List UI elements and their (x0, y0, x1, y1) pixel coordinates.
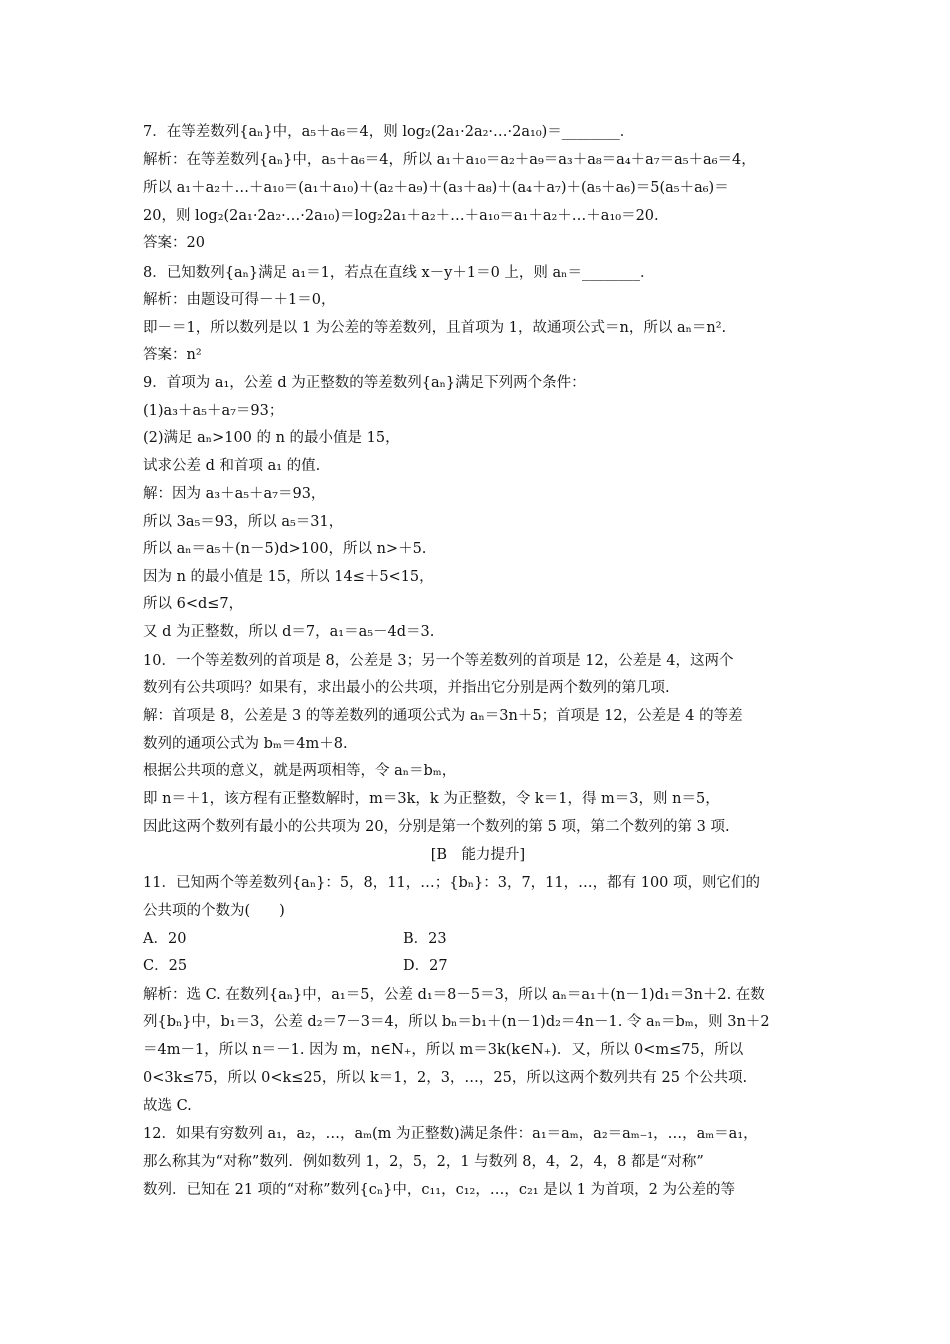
q9-condition-1: (1)a₃＋a₅＋a₇＝93； (143, 403, 284, 419)
q9-solution-line: 解：因为 a₃＋a₅＋a₇＝93， (143, 486, 326, 502)
q7-question: 7．在等差数列{aₙ}中，a₅＋a₆＝4，则 log₂(2a₁·2a₂·…·2a₁₀)＝________． (143, 124, 635, 140)
q10-solution-line: 数列的通项公式为 bₘ＝4m＋8. (143, 736, 348, 752)
option-c: C．25 (143, 958, 188, 974)
q11-question: 11．已知两个等差数列{aₙ}：5，8，11，…；{bₙ}：3，7，11，…，都有 100 项，则它们的 (143, 875, 761, 891)
q7-solution-line: 20，则 log₂(2a₁·2a₂·…·2a₁₀)＝log₂2a₁＋a₂＋…＋a₁₀＝a₁＋a₂＋…＋a₁₀＝20. (143, 208, 659, 224)
q11-solution-line: 0<3k≤75，所以 0<k≤25，所以 k＝1，2，3，…，25，所以这两个数列共有 25 个公共项. (143, 1070, 748, 1086)
q9-solution-line: 所以 aₙ＝a₅＋(n－5)d>100，所以 n>＋5. (143, 541, 427, 557)
q10-solution-line: 根据公共项的意义，就是两项相等，令 aₙ＝bₘ， (143, 763, 457, 779)
q10-solution-line: 即 n＝＋1，该方程有正整数解时，m＝3k，k 为正整数，令 k＝1，得 m＝3，则 n＝5， (143, 791, 720, 807)
q8-answer: 答案：n² (143, 347, 202, 363)
section-heading: [B 能力提升] (430, 847, 526, 863)
q7-solution-line: 所以 a₁＋a₂＋…＋a₁₀＝(a₁＋a₁₀)＋(a₂＋a₉)＋(a₃＋a₈)＋(a₄＋a₇)＋(a₅＋a₆)＝5(a₅＋a₆)＝ (143, 180, 729, 196)
q9-task: 试求公差 d 和首项 a₁ 的值. (143, 458, 321, 474)
option-d: D．27 (403, 958, 448, 974)
q7-answer: 答案：20 (143, 235, 205, 251)
q10-question: 10．一个等差数列的首项是 8，公差是 3；另一个等差数列的首项是 12，公差是 4，这两个 (143, 653, 734, 669)
q9-question: 9．首项为 a₁，公差 d 为正整数的等差数列{aₙ}满足下列两个条件： (143, 375, 586, 391)
q12-question: 12．如果有穷数列 a₁，a₂，…，aₘ(m 为正整数)满足条件：a₁＝aₘ，a₂＝aₘ₋₁，…，aₘ＝a₁， (143, 1126, 758, 1142)
q12-question: 那么称其为“对称”数列．例如数列 1，2，5，2，1 与数列 8，4，2，4，8 都是“对称” (143, 1154, 704, 1170)
option-a: A．20 (143, 931, 187, 947)
q7-solution-line: 解析：在等差数列{aₙ}中，a₅＋a₆＝4，所以 a₁＋a₁₀＝a₂＋a₉＝a₃＋a₈＝a₄＋a₇＝a₅＋a₆＝4， (143, 152, 756, 168)
q11-solution-line: 故选 C. (143, 1098, 192, 1114)
q11-solution-line: 解析：选 C. 在数列{aₙ}中，a₁＝5，公差 d₁＝8－5＝3，所以 aₙ＝a₁＋(n－1)d₁＝3n＋2. 在数 (143, 987, 765, 1003)
q10-question: 数列有公共项吗？如果有，求出最小的公共项，并指出它分别是两个数列的第几项. (143, 680, 670, 696)
option-b: B．23 (403, 931, 447, 947)
q10-solution-line: 因此这两个数列有最小的公共项为 20，分别是第一个数列的第 5 项，第二个数列的第 3 项. (143, 819, 730, 835)
q11-question: 公共项的个数为( ) (143, 903, 285, 919)
q9-solution-line: 又 d 为正整数，所以 d＝7，a₁＝a₅－4d＝3. (143, 624, 435, 640)
q9-solution-line: 因为 n 的最小值是 15，所以 14≤＋5<15， (143, 569, 434, 585)
q11-solution-line: 列{bₙ}中，b₁＝3，公差 d₂＝7－3＝4，所以 bₙ＝b₁＋(n－1)d₂＝4n－1. 令 aₙ＝bₘ，则 3n＋2 (143, 1014, 770, 1030)
q9-solution-line: 所以 3a₅＝93，所以 a₅＝31， (143, 514, 344, 530)
q8-question: 8．已知数列{aₙ}满足 a₁＝1，若点在直线 x－y＋1＝0 上，则 aₙ＝________． (143, 265, 655, 281)
q8-solution-line: 解析：由题设可得－＋1＝0， (143, 292, 336, 308)
q10-solution-line: 解：首项是 8，公差是 3 的等差数列的通项公式为 aₙ＝3n＋5；首项是 12，公差是 4 的等差 (143, 708, 743, 724)
q12-question: 数列．已知在 21 项的“对称”数列{cₙ}中，c₁₁，c₁₂，…，c₂₁ 是以 1 为首项，2 为公差的等 (143, 1182, 735, 1198)
q8-solution-line: 即－＝1，所以数列是以 1 为公差的等差数列，且首项为 1，故通项公式＝n，所以 aₙ＝n². (143, 320, 727, 336)
q9-condition-2: (2)满足 aₙ>100 的 n 的最小值是 15， (143, 430, 400, 446)
q9-solution-line: 所以 6<d≤7， (143, 596, 244, 612)
q11-solution-line: ＝4m－1，所以 n＝－1. 因为 m，n∈N₊，所以 m＝3k(k∈N₊)．又，所以 0<m≤75，所以 (143, 1042, 744, 1058)
